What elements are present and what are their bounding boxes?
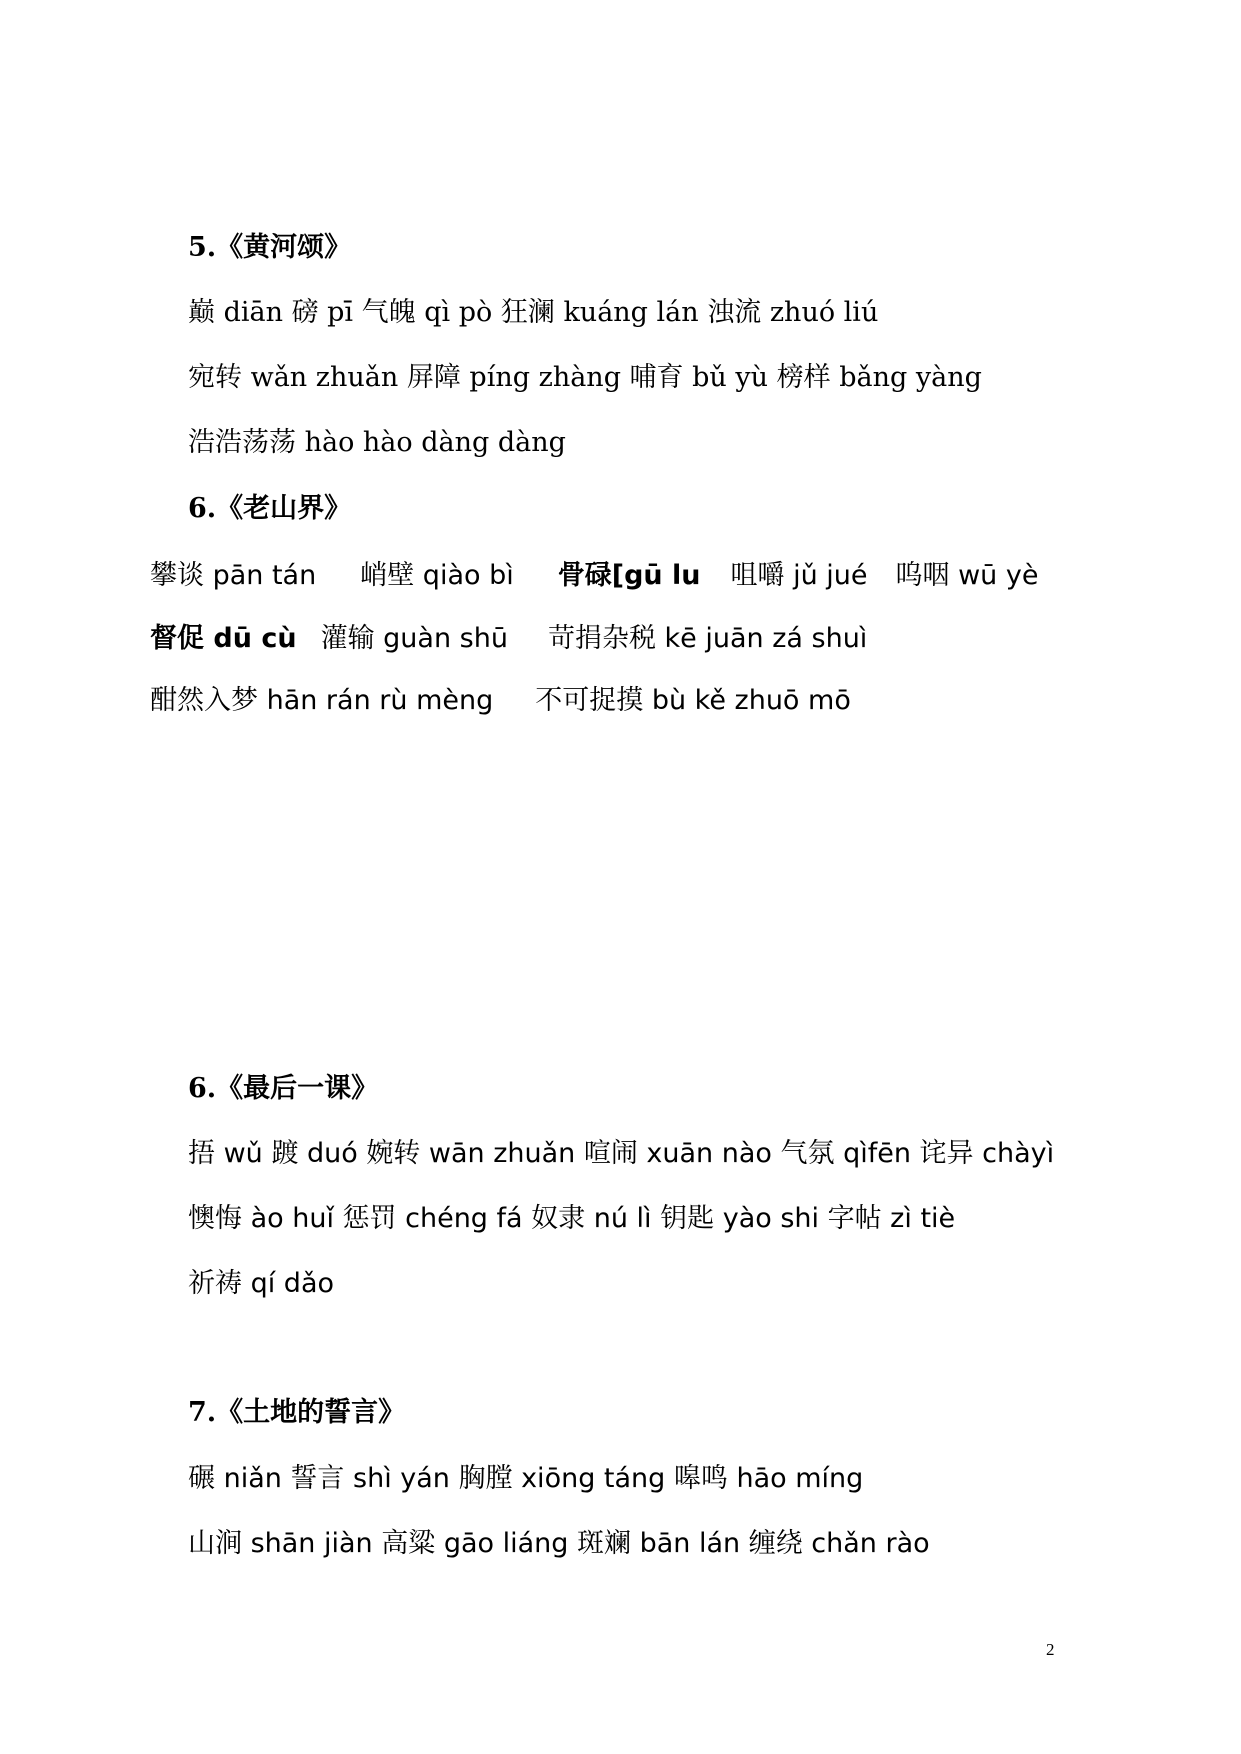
section-heading: 6.《老山界》 [188,493,352,524]
vocab-term: 不可捉摸 bù kě zhuō mō [535,685,851,716]
vocab-line [150,622,883,656]
page-number: 2 [1046,1640,1055,1659]
vocab-line: 浩浩荡荡 hào hào dàng dàng [188,427,566,458]
vocab-line: 碾 niǎn 誓言 shì yán 胸膛 xiōng táng 嗥鸣 hāo míng [188,1463,864,1494]
vocab-line [150,559,1054,593]
vocab-term: 咀嚼 jǔ jué [730,560,868,591]
section-heading: 5.《黄河颂》 [188,232,352,263]
vocab-line: 祈祷 qí dǎo [188,1268,335,1299]
vocab-line: 宛转 wǎn zhuǎn 屏障 píng zhàng 哺育 bǔ yù 榜样 bǎng yàng [188,362,982,393]
section-heading: 7.《土地的誓言》 [188,1397,406,1428]
vocab-term: 苛捐杂税 kē juān zá shuì [547,623,868,654]
vocab-term: 酣然入梦 hān rán rù mèng [150,685,494,716]
vocab-term: 骨碌[gū lu [557,560,701,591]
vocab-term: 灌输 guàn shū [320,623,508,654]
section-heading: 6.《最后一课》 [188,1073,379,1104]
vocab-line: 捂 wǔ 踱 duó 婉转 wān zhuǎn 喧闹 xuān nào 气氛 qìfēn 诧异 chàyì [188,1138,1055,1169]
vocab-line: 巅 diān 磅 pī 气魄 qì pò 狂澜 kuáng lán 浊流 zhuó liú [188,297,879,328]
vocab-term: 督促 dū cù [150,623,297,654]
vocab-term: 攀谈 pān tán [150,560,317,591]
vocab-line: 山涧 shān jiàn 高粱 gāo liáng 斑斓 bān lán 缠绕 chǎn rào [188,1528,930,1559]
vocab-line: 懊悔 ào huǐ 惩罚 chéng fá 奴隶 nú lì 钥匙 yào shi 字帖 zì tiè [188,1203,956,1234]
vocab-term: 峭壁 qiào bì [360,560,514,591]
vocab-line [150,684,867,718]
vocab-term: 呜咽 wū yè [895,560,1039,591]
